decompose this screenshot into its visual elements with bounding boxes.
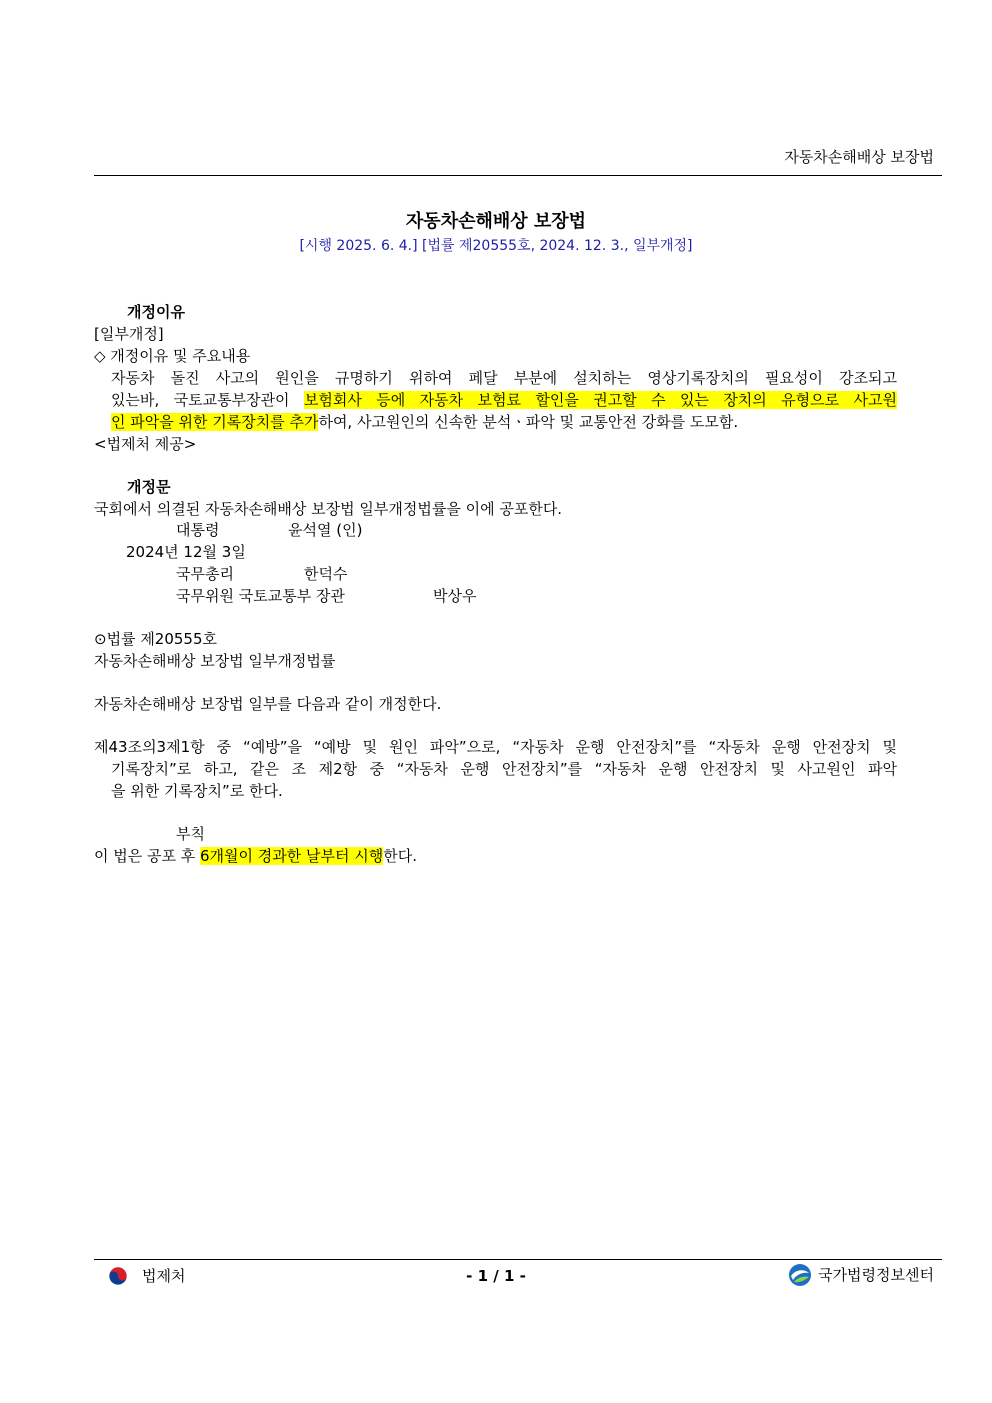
- supplement-heading: 부칙: [176, 825, 205, 843]
- document-subtitle: [시행 2025. 6. 4.] [법률 제20555호, 2024. 12. 3., 일부개정]: [299, 238, 693, 254]
- reason-line-1: 자동차 돌진 사고의 원인을 규명하기 위하여 페달 부분에 설치하는 영상기록장치의 필요성이 강조되고: [111, 369, 897, 387]
- footer-right-label: 국가법령정보센터: [818, 1266, 934, 1284]
- promulgation-intro: 국회에서 의결된 자동차손해배상 보장법 일부개정법률을 이에 공포한다.: [94, 500, 563, 518]
- prime-minister-name: 한덕수: [304, 565, 348, 583]
- reason-highlight-1: 보험회사 등에 자동차 보험료 할인을 권고할 수 있는 장치의 유형으로 사고원: [303, 391, 897, 409]
- reason-heading: 개정이유: [127, 303, 185, 321]
- supplement-text-post: 한다.: [383, 847, 418, 865]
- reason-line-2: [111, 389, 897, 411]
- minister-title: 국무위원 국토교통부 장관: [176, 587, 345, 605]
- promulgation-date: 2024년 12월 3일: [126, 543, 246, 561]
- supplement-highlight: 6개월이 경과한 날부터 시행: [200, 847, 384, 865]
- law-number: ⊙법률 제20555호: [94, 630, 218, 648]
- supplement-text: [94, 845, 417, 867]
- reason-highlight-2: 인 파악을 위한 기록장치를 추가: [111, 413, 319, 431]
- president-name: 윤석열 (인): [288, 521, 363, 539]
- running-header-title: 자동차손해배상 보장법: [784, 148, 934, 166]
- revision-type: [일부개정]: [94, 325, 164, 343]
- reason-source: <법제처 제공>: [94, 435, 197, 453]
- article-line-2: 기록장치”로 하고, 같은 조 제2항 중 “자동차 운행 안전장치”를 “자동차 운행 안전장치 및 사고원인 파악: [111, 760, 897, 778]
- footer-rule: [94, 1259, 942, 1260]
- article-line-1: 제43조의3제1항 중 “예방”을 “예방 및 원인 파악”으로, “자동차 운행 안전장치”를 “자동차 운행 안전장치 및: [94, 738, 897, 756]
- prime-minister-title: 국무총리: [176, 565, 234, 583]
- reason-line-3: [111, 411, 738, 433]
- footer-left-label: 법제처: [142, 1267, 186, 1285]
- minister-name: 박상우: [433, 587, 477, 605]
- page-number: - 1 / 1 -: [466, 1267, 526, 1285]
- reason-line-2-text: 있는바, 국토교통부장관이: [111, 391, 304, 409]
- reason-line-3-text: 하여, 사고원인의 신속한 분석ㆍ파악 및 교통안전 강화를 도모함.: [318, 413, 739, 431]
- header-rule: [94, 175, 942, 176]
- supplement-text-pre: 이 법은 공포 후: [94, 847, 201, 865]
- promulgation-heading: 개정문: [127, 478, 171, 496]
- law-center-logo-icon: [788, 1263, 812, 1287]
- reason-bullet: ◇ 개정이유 및 주요내용: [94, 347, 251, 365]
- document-title: 자동차손해배상 보장법: [405, 211, 587, 232]
- footer-right: [788, 1263, 934, 1287]
- law-name: 자동차손해배상 보장법 일부개정법률: [94, 652, 336, 670]
- article-line-3: 을 위한 기록장치”로 한다.: [111, 782, 283, 800]
- law-intro: 자동차손해배상 보장법 일부를 다음과 같이 개정한다.: [94, 695, 442, 713]
- president-title: 대통령: [176, 521, 220, 539]
